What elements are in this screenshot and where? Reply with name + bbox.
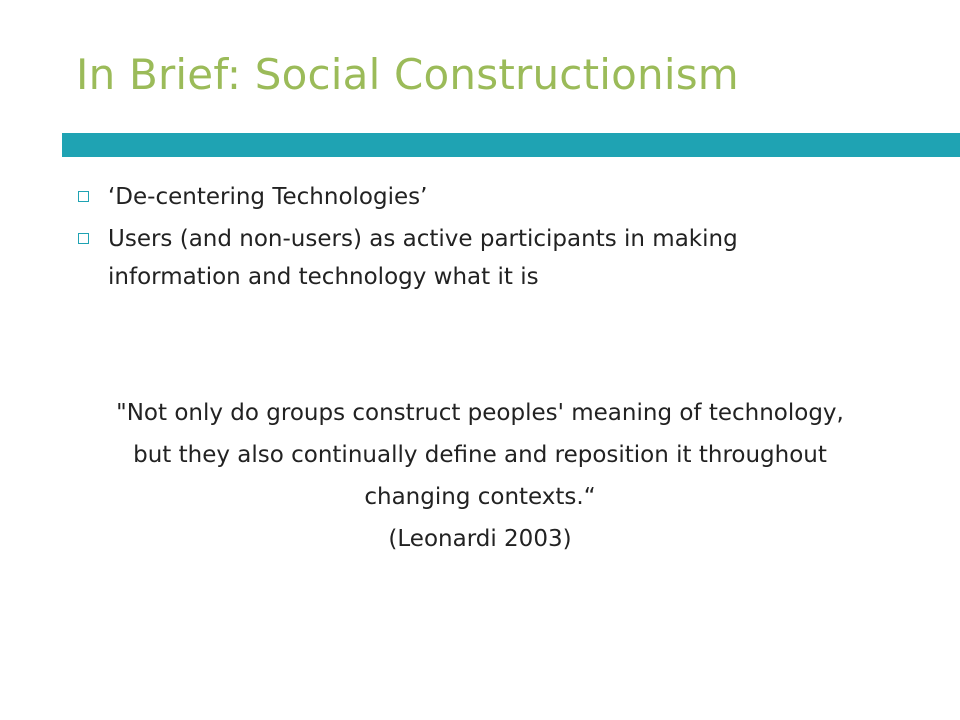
bullet-text: Users (and non-users) as active participants in making information and technology what it is — [108, 226, 738, 290]
title-accent-bar — [62, 133, 960, 157]
bullet-text: ‘De-centering Technologies’ — [108, 184, 428, 210]
hollow-square-bullet-icon — [78, 191, 89, 202]
hollow-square-bullet-icon — [78, 233, 89, 244]
bullet-item — [76, 178, 876, 216]
quote-block — [80, 392, 880, 560]
bullet-list — [76, 178, 876, 300]
quote-citation: (Leonardi 2003) — [388, 526, 572, 552]
quote-text: "Not only do groups construct peoples' meaning of technology, but they also continually define and reposition it throughout changing contexts.“ — [116, 400, 844, 510]
bullet-item — [76, 220, 876, 296]
slide-title: In Brief: Social Constructionism — [76, 50, 739, 99]
